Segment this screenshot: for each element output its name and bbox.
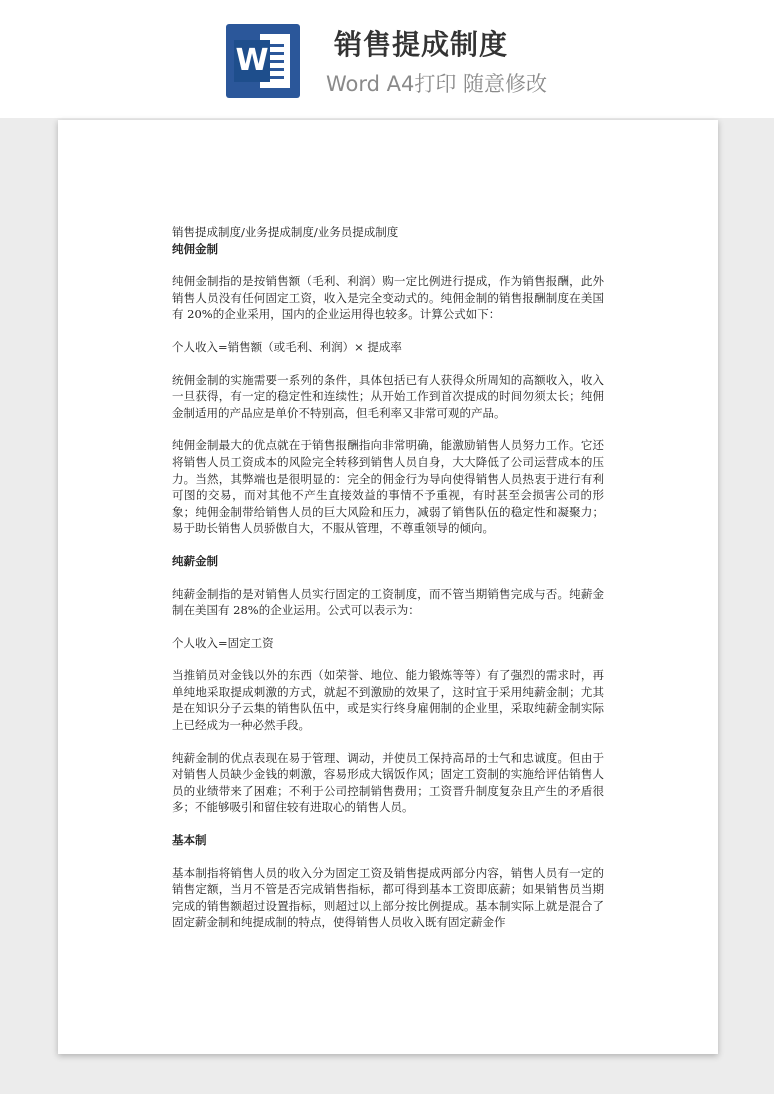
section-title-base: 基本制 — [172, 833, 207, 848]
page-subtitle: Word A4打印 随意修改 — [326, 72, 548, 96]
paragraph: 纯薪金制指的是对销售人员实行固定的工资制度，而不管当期销售完成与否。纯薪金制在美国有 28%的企业运用。公式可以表示为： — [172, 586, 604, 618]
paragraph: 基本制指将销售人员的收入分为固定工资及销售提成两部分内容，销售人员有一定的销售定额，当月不管是否完成销售指标，都可得到基本工资即底薪；如果销售员当期完成的销售额超过设置指标，则超过以上部分按比例提成。基本制实际上就是混合了固定薪金制和纯提成制的特点，使得销售人员收入既有固定薪金作 — [172, 865, 604, 930]
formula: 个人收入=固定工资 — [172, 635, 274, 650]
document-heading-line: 销售提成制度/业务提成制度/业务员提成制度 — [172, 225, 399, 239]
header-banner — [0, 0, 774, 118]
formula: 个人收入=销售额（或毛利、利润）× 提成率 — [172, 339, 402, 354]
section-title-salary: 纯薪金制 — [172, 553, 218, 568]
document-body — [172, 224, 604, 947]
section-title-commission: 纯佣金制 — [172, 241, 218, 256]
paragraph: 统佣金制的实施需要一系列的条件，具体包括已有人获得众所周知的高额收入，收入一旦获得，有一定的稳定性和连续性；从开始工作到首次提成的时间勿须太长；纯佣金制适用的产品应是单价不特别高，但毛利率又非常可观的产品。 — [172, 372, 604, 420]
paragraph: 纯佣金制最大的优点就在于销售报酬指向非常明确，能激励销售人员努力工作。它还将销售人员工资成本的风险完全转移到销售人员自身，大大降低了公司运营成本的压力。当然，其弊端也是很明显的：完全的佣金行为导向使得销售人员热衷于进行有利可图的交易，而对其他不产生直接效益的事情不予重视，有时甚至会损害公司的形象；纯佣金制带给销售人员的巨大风险和压力，减弱了销售队伍的稳定性和凝聚力；易于助长销售人员骄傲自大，不服从管理，不尊重领导的倾向。 — [172, 438, 604, 536]
word-letter-badge: W — [234, 40, 270, 82]
paragraph: 纯佣金制指的是按销售额（毛利、利润）购一定比例进行提成，作为销售报酬，此外销售人员没有任何固定工资，收入是完全变动式的。纯佣金制的销售报酬制度在美国有 20%的企业采用，国内的企业运用得也较多。计算公式如下： — [172, 274, 604, 322]
document-page — [58, 120, 718, 1054]
word-icon — [226, 24, 300, 98]
page-title: 销售提成制度 — [334, 28, 509, 61]
paragraph: 当推销员对金钱以外的东西（如荣誉、地位、能力锻炼等等）有了强烈的需求时，再单纯地采取提成刺激的方式，就起不到激励的效果了，这时宜于采用纯薪金制；尤其是在知识分子云集的销售队伍中，或是实行终身雇佣制的企业里，采取纯薪金制实际上已经成为一种必然手段。 — [172, 668, 604, 733]
paragraph: 纯薪金制的优点表现在易于管理、调动，并使员工保持高昂的士气和忠诚度。但由于对销售人员缺少金钱的刺激，容易形成大锅饭作风；固定工资制的实施给评估销售人员的业绩带来了困难；不利于公司控制销售费用；工资晋升制度复杂且产生的矛盾很多；不能够吸引和留住较有进取心的销售人员。 — [172, 750, 604, 815]
